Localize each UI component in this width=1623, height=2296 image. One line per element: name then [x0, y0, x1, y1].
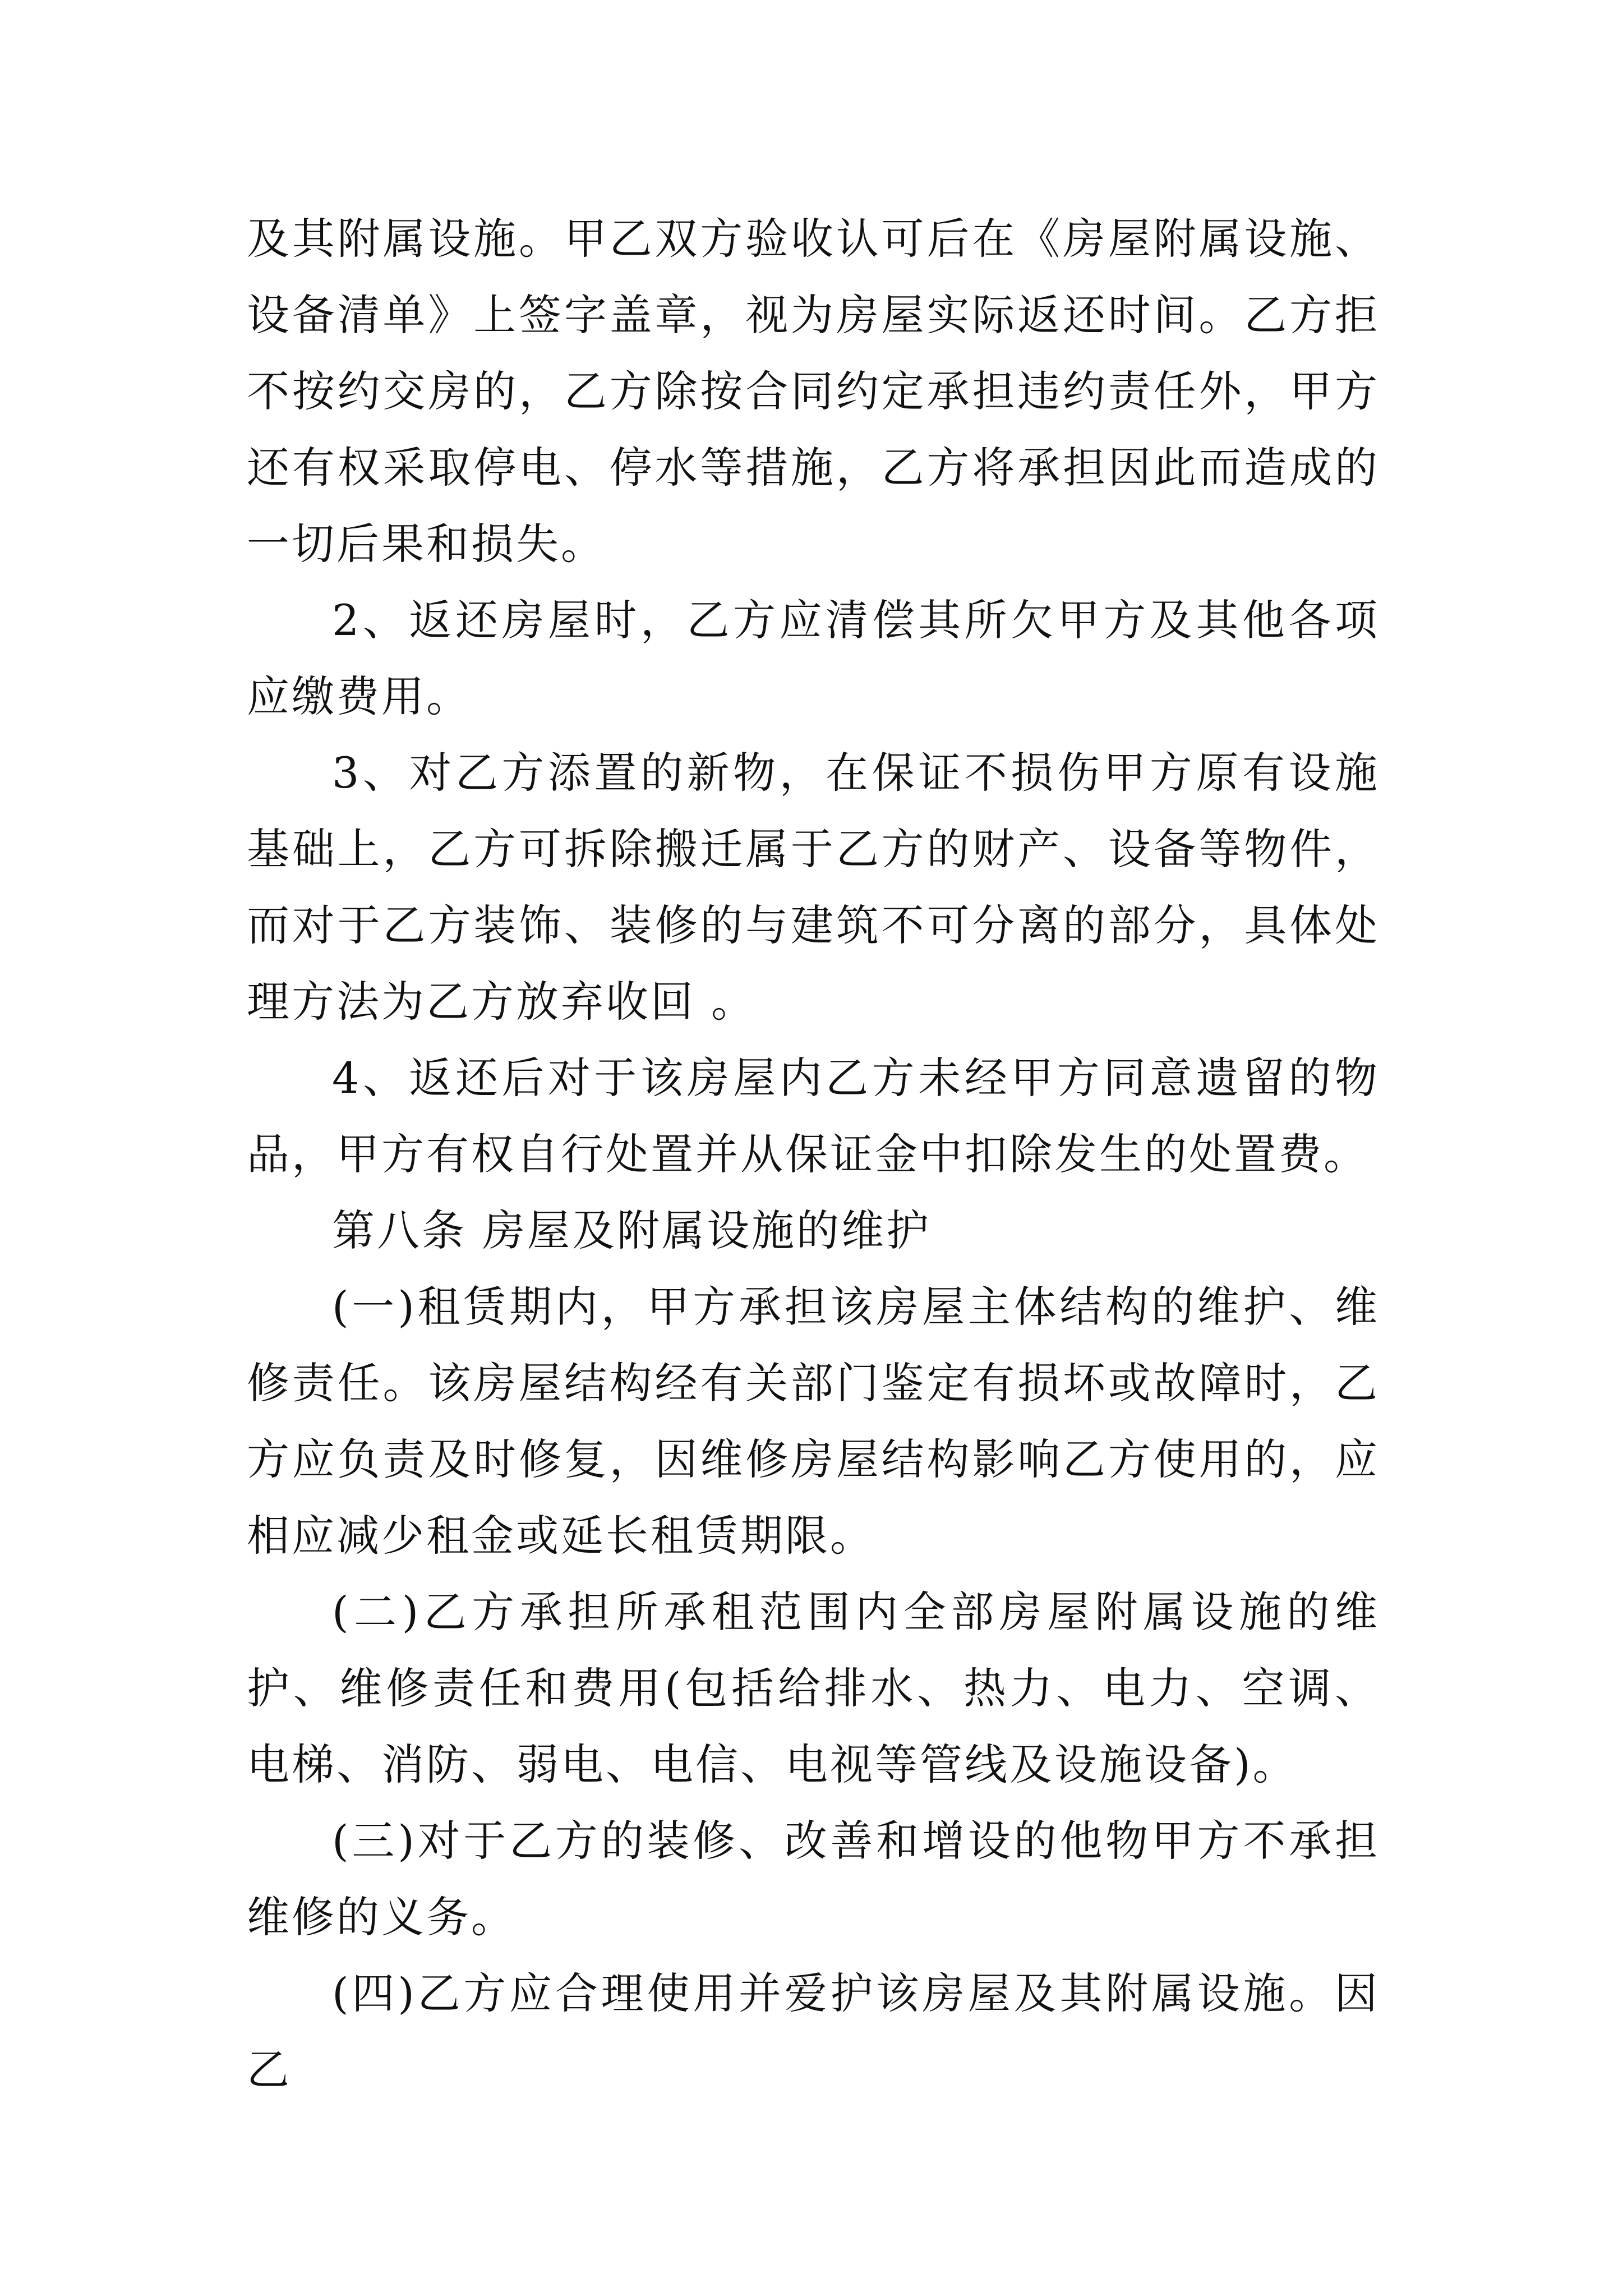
paragraph-return-facilities: 及其附属设施。甲乙双方验收认可后在《房屋附属设施、设备清单》上签字盖章，视为房屋实际返还时间。乙方拒不按约交房的，乙方除按合同约定承担违约责任外，甲方还有权采取停电、停水等措施，乙方将承担因此而造成的一切后果和损失。	[247, 214, 1380, 569]
paragraph-item-3: (三)对于乙方的装修、改善和增设的他物甲方不承担维修的义务。	[247, 1816, 1380, 1942]
paragraph-item-4: (四)乙方应合理使用并爱护该房屋及其附属设施。因乙	[247, 1968, 1380, 2095]
paragraph-clause-4: 4、返还后对于该房屋内乙方未经甲方同意遗留的物品，甲方有权自行处置并从保证金中扣除发生的处置费。	[247, 1053, 1380, 1179]
document-body	[247, 201, 1380, 2108]
paragraph-clause-2: 2、返还房屋时，乙方应清偿其所欠甲方及其他各项应缴费用。	[247, 595, 1380, 721]
article-8-heading: 第八条 房屋及附属设施的维护	[332, 1205, 932, 1255]
paragraph-clause-3: 3、对乙方添置的新物，在保证不损伤甲方原有设施基础上，乙方可拆除搬迁属于乙方的财产、设备等物件，而对于乙方装饰、装修的与建筑不可分离的部分，具体处理方法为乙方放弃收回 。	[247, 748, 1380, 1027]
paragraph-item-2: (二)乙方承担所承租范围内全部房屋附属设施的维护、维修责任和费用(包括给排水、热力、电力、空调、电梯、消防、弱电、电信、电视等管线及设施设备)。	[247, 1587, 1380, 1789]
paragraph-item-1: (一)租赁期内，甲方承担该房屋主体结构的维护、维修责任。该房屋结构经有关部门鉴定有损坏或故障时，乙方应负责及时修复，因维修房屋结构影响乙方使用的，应相应减少租金或延长租赁期限。	[247, 1282, 1380, 1561]
